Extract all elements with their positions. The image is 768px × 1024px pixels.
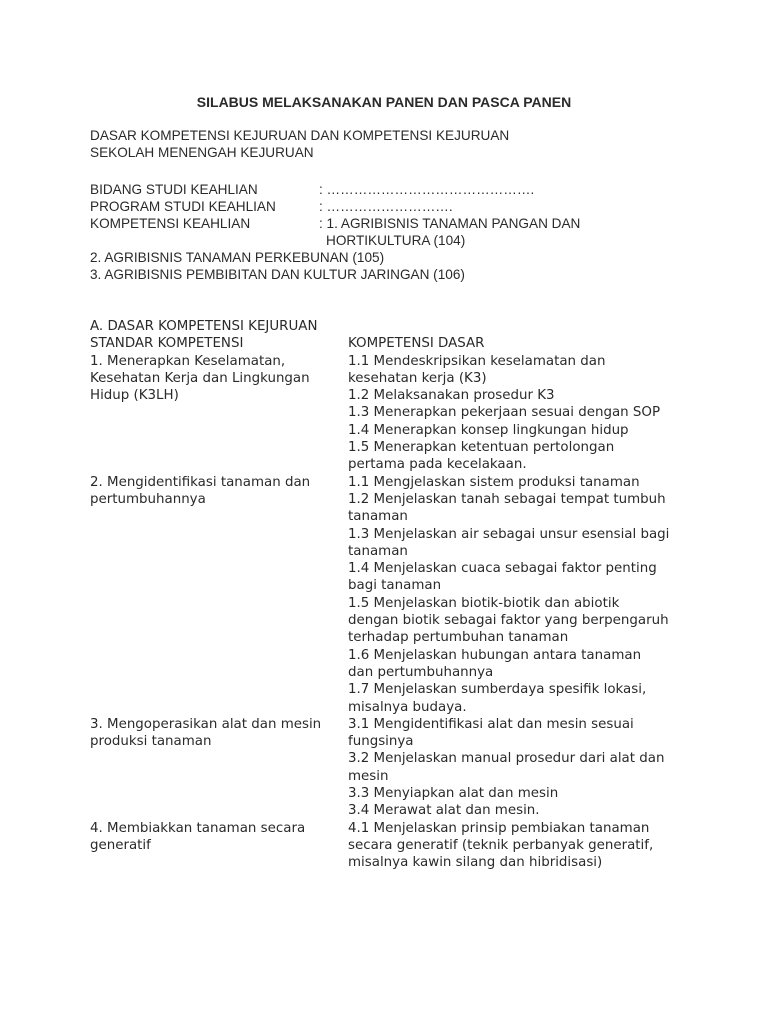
section-title: A. DASAR KOMPETENSI KEJURUAN [90, 319, 318, 334]
dasar-item: 1.3 Menerapkan pekerjaan sesuai dengan SOP [348, 405, 661, 421]
dasar-item: 1.4 Menerapkan konsep lingkungan hidup [348, 422, 629, 438]
field-label: BIDANG STUDI KEAHLIAN [90, 182, 258, 197]
header-dasar: KOMPETENSI DASAR [348, 336, 485, 352]
intro-block [90, 127, 690, 161]
table-row [90, 716, 690, 820]
fields-block [90, 181, 710, 283]
dasar-cell [348, 716, 670, 820]
standar-cell: 3. Mengoperasikan alat dan mesin produksi tanaman [90, 716, 322, 750]
field-label: KOMPETENSI KEAHLIAN [90, 216, 251, 231]
dasar-item: 1.2 Melaksanakan prosedur K3 [348, 388, 555, 404]
dasar-cell [348, 820, 670, 872]
field-value-line: : 1. AGRIBISNIS TANAMAN PANGAN DAN [319, 216, 581, 231]
dasar-item: 1.5 Menjelaskan biotik-biotik dan abiotik dengan biotik sebagai faktor yang berpengaruh terhadap pertumbuhan tanaman [348, 595, 669, 646]
document-title: SILABUS MELAKSANAKAN PANEN DAN PASCA PANEN [196, 94, 572, 110]
dasar-item: 1.1 Mengjelaskan sistem produksi tanaman [348, 474, 640, 490]
field-program [90, 198, 710, 215]
dasar-item: 1.4 Menjelaskan cuaca sebagai faktor penting bagi tanaman [348, 561, 657, 594]
dasar-item: 3.1 Mengidentifikasi alat dan mesin sesuai fungsinya [348, 716, 634, 750]
field-value: : ………………………. [319, 199, 453, 214]
dasar-item: 1.5 Menerapkan ketentuan pertolongan pertama pada kecelakaan. [348, 440, 615, 473]
table-row [90, 474, 690, 716]
competency-table [90, 318, 690, 872]
standar-cell: 4. Membiakkan tanaman secara generatif [90, 820, 306, 853]
table-row [90, 353, 690, 474]
table-row [90, 820, 690, 872]
intro-line: DASAR KOMPETENSI KEJURUAN DAN KOMPETENSI KEJURUAN [90, 128, 510, 143]
dasar-item: 1.6 Menjelaskan hubungan antara tanaman dan pertumbuhannya [348, 647, 642, 680]
intro-line: SEKOLAH MENENGAH KEJURUAN [90, 145, 314, 160]
dasar-item: 1.7 Menjelaskan sumberdaya spesifik lokasi, misalnya budaya. [348, 682, 647, 715]
dasar-cell [348, 474, 670, 716]
field-label: PROGRAM STUDI KEAHLIAN [90, 199, 276, 214]
field-value [319, 215, 710, 249]
field-value-continuation: HORTIKULTURA (104) [326, 233, 466, 248]
field-value: : ………………………………………. [319, 182, 535, 197]
extra-line: 3. AGRIBISNIS PEMBIBITAN DAN KULTUR JARINGAN (106) [90, 267, 465, 282]
dasar-item: 1.1 Mendeskripsikan keselamatan dan kesehatan kerja (K3) [348, 353, 606, 386]
dasar-item: 3.2 Menjelaskan manual prosedur dari alat dan mesin [348, 751, 665, 784]
dasar-item: 1.3 Menjelaskan air sebagai unsur esensial bagi tanaman [348, 526, 670, 559]
dasar-item: 4.1 Menjelaskan prinsip pembiakan tanaman secara generatif (teknik perbanyak generatif, misalnya kawin silang dan hibridisasi) [348, 820, 654, 871]
dasar-cell [348, 353, 670, 474]
dasar-item: 1.2 Menjelaskan tanah sebagai tempat tumbuh tanaman [348, 491, 666, 525]
field-bidang [90, 181, 710, 198]
standar-cell: 2. Mengidentifikasi tanaman dan pertumbuhannya [90, 474, 311, 507]
table-header [90, 335, 690, 352]
extra-line: 2. AGRIBISNIS TANAMAN PERKEBUNAN (105) [90, 250, 385, 265]
field-kompetensi [90, 215, 710, 249]
standar-cell: 1. Menerapkan Keselamatan, Kesehatan Kerja dan Lingkungan Hidup (K3LH) [90, 353, 310, 404]
dasar-item: 3.3 Menyiapkan alat dan mesin [348, 786, 559, 802]
dasar-item: 3.4 Merawat alat dan mesin. [348, 803, 540, 819]
header-standar: STANDAR KOMPETENSI [90, 336, 244, 352]
